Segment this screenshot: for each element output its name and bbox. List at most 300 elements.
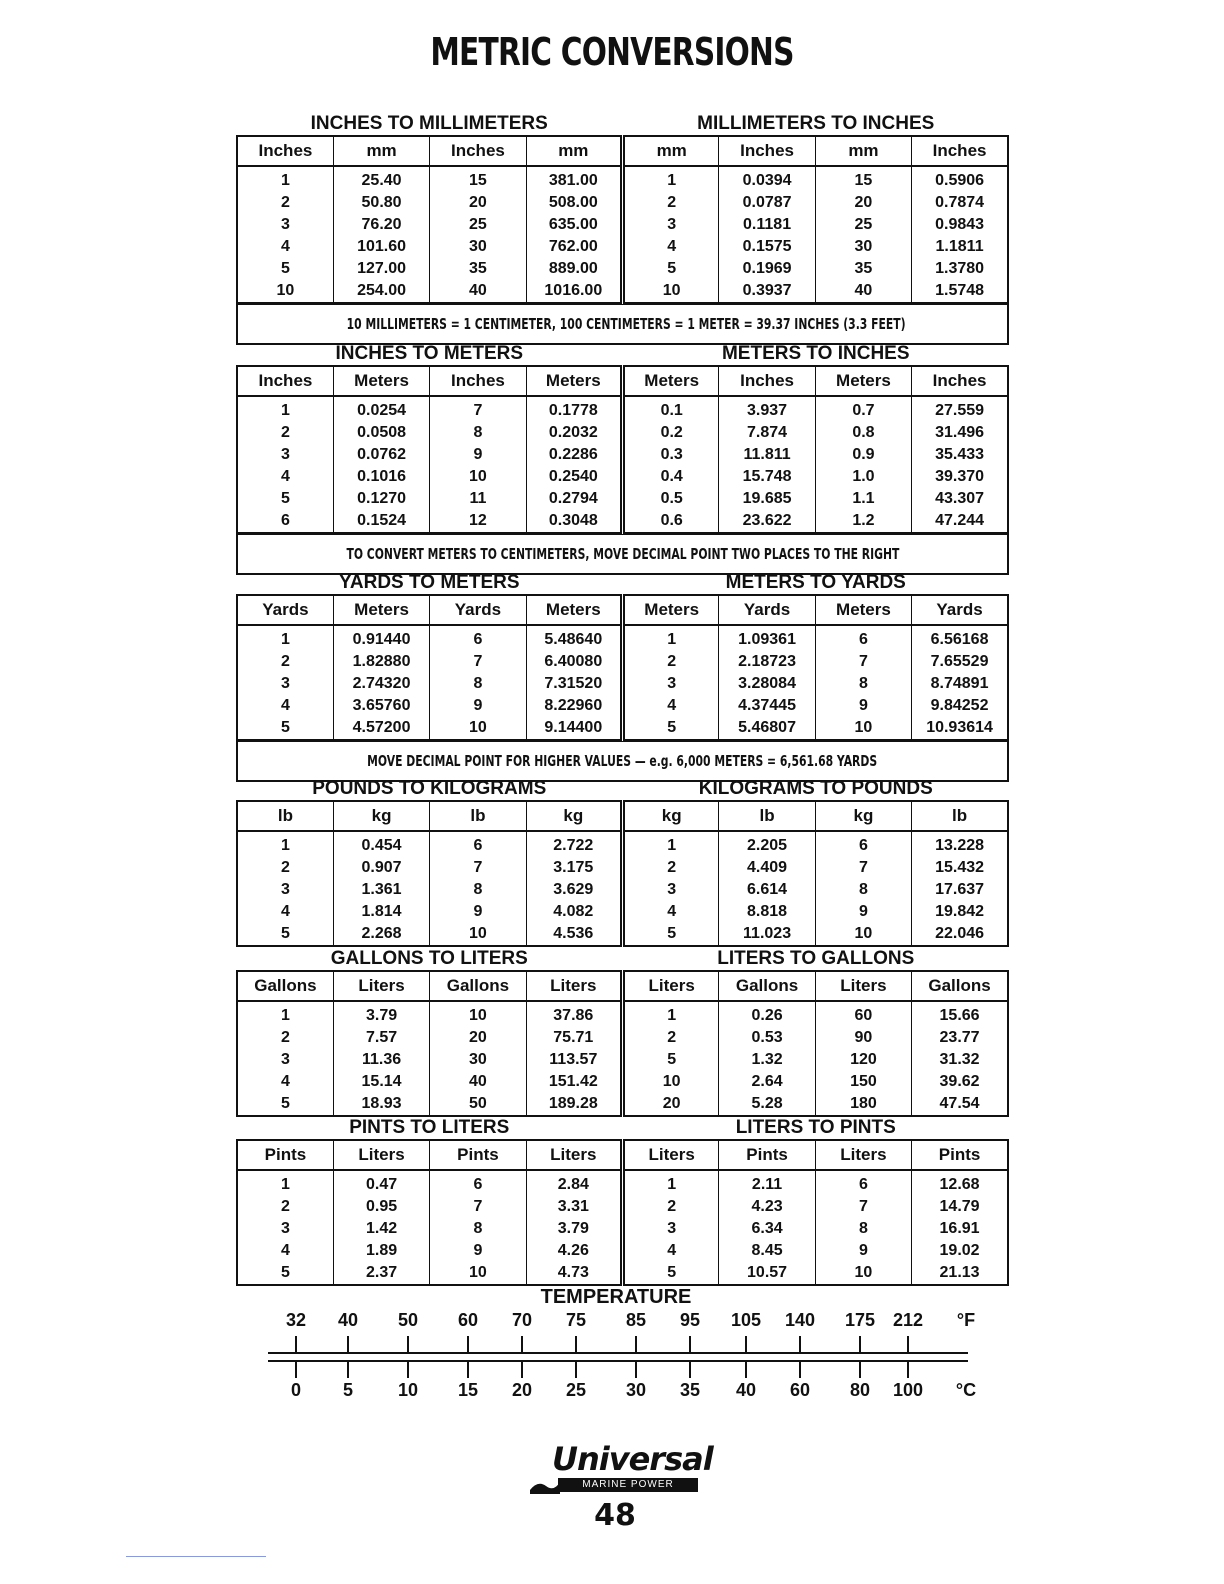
celsius-tick: [295, 1362, 297, 1378]
fahrenheit-tick: [859, 1336, 861, 1352]
table-cell: 1.5748: [912, 280, 1008, 303]
table-cell: 0.3937: [719, 280, 815, 303]
table-cell: 0.3048: [526, 510, 622, 533]
section-heading-left: INCHES TO METERS: [335, 343, 524, 364]
table-cell: 1: [280, 402, 290, 419]
table-cell: 40: [430, 1071, 526, 1093]
table-cell: 0.3: [623, 444, 719, 466]
table-cell: 2: [623, 1027, 719, 1049]
column-header: kg: [623, 801, 719, 831]
table-row: [237, 673, 1008, 695]
table-cell: 3.79: [333, 1001, 429, 1027]
table-cell: 3: [280, 446, 290, 463]
table-cell: 0.1969: [719, 258, 815, 280]
table-row: [237, 857, 1008, 879]
table-cell: 0.6: [623, 510, 719, 533]
section-pounds-kilograms: [236, 778, 1009, 947]
table-cell: 7: [430, 857, 526, 879]
table-cell: 762.00: [526, 236, 622, 258]
table-cell: 2: [280, 424, 290, 441]
table-cell: 2: [623, 857, 719, 879]
table-row: [237, 923, 1008, 946]
column-header: mm: [623, 136, 719, 166]
table-cell: 1.1811: [912, 236, 1008, 258]
table-cell: 0.91440: [333, 625, 429, 651]
column-header: Pints: [430, 1140, 526, 1170]
table-cell: 4.37445: [719, 695, 815, 717]
table-cell: 101.60: [333, 236, 429, 258]
column-header: Liters: [333, 971, 429, 1001]
column-header: Yards: [912, 595, 1008, 625]
table-cell: 5.48640: [526, 625, 622, 651]
table-cell: 3.937: [719, 396, 815, 422]
table-cell: 35: [815, 258, 911, 280]
table-cell: 6: [815, 1170, 911, 1196]
page-number: 48: [594, 1498, 636, 1533]
conversion-table: [236, 135, 1009, 304]
column-header: Inches: [719, 136, 815, 166]
celsius-unit: °C: [955, 1380, 977, 1400]
column-header: Liters: [333, 1140, 429, 1170]
table-cell: 0.1: [623, 396, 719, 422]
table-cell: 6: [430, 831, 526, 857]
column-header: kg: [815, 801, 911, 831]
table-cell: 14.79: [912, 1196, 1008, 1218]
table-cell: 15.432: [912, 857, 1008, 879]
table-cell: 4.23: [719, 1196, 815, 1218]
table-cell: 4.536: [526, 923, 622, 946]
table-cell: 10: [430, 1262, 526, 1285]
table-cell: 1.0: [815, 466, 911, 488]
temperature-scale: [260, 1286, 977, 1406]
table-cell: 0.0508: [333, 422, 429, 444]
table-cell: 4.57200: [333, 717, 429, 740]
table-row: [237, 901, 1008, 923]
table-cell: 47.244: [912, 510, 1008, 533]
table-row: [237, 192, 1008, 214]
table-cell: 180: [815, 1093, 911, 1116]
table-cell: 20: [815, 192, 911, 214]
table-cell: 5: [623, 923, 719, 946]
table-row: [237, 717, 1008, 740]
conversion-table: [236, 970, 1009, 1117]
table-row: [237, 510, 1008, 533]
table-row: [237, 695, 1008, 717]
column-header: Liters: [623, 971, 719, 1001]
fahrenheit-tick: [745, 1336, 747, 1352]
table-cell: 11: [430, 488, 526, 510]
table-cell: 635.00: [526, 214, 622, 236]
table-cell: 5: [623, 258, 719, 280]
table-cell: 7.874: [719, 422, 815, 444]
table-cell: 35: [430, 258, 526, 280]
table-cell: 189.28: [526, 1093, 622, 1116]
table-row: [237, 1240, 1008, 1262]
table-cell: 30: [430, 236, 526, 258]
table-cell: 2: [280, 859, 290, 876]
table-cell: 6: [430, 625, 526, 651]
table-cell: 10.57: [719, 1262, 815, 1285]
table-cell: 2.722: [526, 831, 622, 857]
table-cell: 76.20: [333, 214, 429, 236]
table-cell: 15: [430, 166, 526, 192]
section-inches-millimeters: [236, 113, 1009, 345]
column-header: Liters: [526, 1140, 622, 1170]
column-header: mm: [333, 136, 429, 166]
table-cell: 381.00: [526, 166, 622, 192]
column-header: kg: [526, 801, 622, 831]
column-header: Pints: [237, 1140, 333, 1170]
table-cell: 4: [280, 903, 290, 920]
table-cell: 60: [815, 1001, 911, 1027]
table-row: [237, 488, 1008, 510]
column-header: Pints: [719, 1140, 815, 1170]
table-cell: 7: [430, 651, 526, 673]
celsius-tick: [407, 1362, 409, 1378]
table-cell: 7: [430, 396, 526, 422]
table-cell: 8: [430, 673, 526, 695]
fahrenheit-label: 95: [679, 1310, 701, 1330]
table-row: [237, 879, 1008, 901]
celsius-label: 40: [735, 1380, 757, 1400]
fahrenheit-tick: [467, 1336, 469, 1352]
column-header: Pints: [912, 1140, 1008, 1170]
table-cell: 3: [623, 879, 719, 901]
table-cell: 0.53: [719, 1027, 815, 1049]
section-headings: [236, 1117, 1009, 1139]
table-cell: 1: [280, 1007, 290, 1024]
column-header: Yards: [237, 595, 333, 625]
table-cell: 3: [280, 1220, 290, 1237]
table-cell: 4.73: [526, 1262, 622, 1285]
table-cell: 9: [430, 444, 526, 466]
table-cell: 40: [430, 280, 526, 303]
section-note-text: MOVE DECIMAL POINT FOR HIGHER VALUES — e.g. 6,000 METERS = 6,561.68 YARDS: [367, 752, 878, 770]
table-cell: 9: [430, 695, 526, 717]
table-row: [237, 831, 1008, 857]
table-cell: 0.454: [333, 831, 429, 857]
table-row: [237, 214, 1008, 236]
table-cell: 2.205: [719, 831, 815, 857]
column-header: Meters: [623, 366, 719, 396]
table-cell: 0.47: [333, 1170, 429, 1196]
section-headings: [236, 948, 1009, 970]
table-cell: 3: [280, 881, 290, 898]
fahrenheit-label: 60: [457, 1310, 479, 1330]
table-cell: 9: [815, 1240, 911, 1262]
column-header: Liters: [526, 971, 622, 1001]
table-cell: 10: [430, 1001, 526, 1027]
conversion-table: [236, 365, 1009, 534]
table-cell: 50: [430, 1093, 526, 1116]
table-cell: 9: [430, 1240, 526, 1262]
table-cell: 0.907: [333, 857, 429, 879]
table-cell: 0.9: [815, 444, 911, 466]
column-header: Liters: [815, 1140, 911, 1170]
table-cell: 50.80: [333, 192, 429, 214]
table-row: [237, 1071, 1008, 1093]
table-cell: 0.2: [623, 422, 719, 444]
table-cell: 0.7: [815, 396, 911, 422]
table-cell: 20: [430, 1027, 526, 1049]
table-cell: 5: [280, 1095, 290, 1112]
table-cell: 4: [280, 1242, 290, 1259]
celsius-label: 80: [849, 1380, 871, 1400]
section-heading-left: YARDS TO METERS: [338, 572, 520, 593]
table-cell: 19.842: [912, 901, 1008, 923]
celsius-label: 10: [397, 1380, 419, 1400]
table-cell: 10: [430, 466, 526, 488]
table-cell: 2.18723: [719, 651, 815, 673]
column-header: Liters: [815, 971, 911, 1001]
section-heading-left: PINTS TO LITERS: [349, 1117, 510, 1138]
table-cell: 5: [623, 1262, 719, 1285]
table-cell: 7.65529: [912, 651, 1008, 673]
section-note-text: TO CONVERT METERS TO CENTIMETERS, MOVE DECIMAL POINT TWO PLACES TO THE RIGHT: [346, 545, 899, 563]
logo-tagline: MARINE POWER: [558, 1478, 698, 1492]
table-cell: 3: [280, 1051, 290, 1068]
table-cell: 10.93614: [912, 717, 1008, 740]
table-cell: 6.614: [719, 879, 815, 901]
table-cell: 25: [430, 214, 526, 236]
table-cell: 120: [815, 1049, 911, 1071]
table-cell: 11.811: [719, 444, 815, 466]
column-header: Gallons: [719, 971, 815, 1001]
table-cell: 10: [623, 280, 719, 303]
table-cell: 1.361: [333, 879, 429, 901]
table-cell: 5: [280, 260, 290, 277]
table-header-row: [237, 1140, 1008, 1170]
section-heading-right: METERS TO YARDS: [725, 572, 906, 593]
fahrenheit-tick: [295, 1336, 297, 1352]
celsius-label: 30: [625, 1380, 647, 1400]
table-cell: 7: [815, 857, 911, 879]
table-cell: 0.0254: [333, 396, 429, 422]
celsius-label: 15: [457, 1380, 479, 1400]
column-header: Inches: [237, 366, 333, 396]
table-cell: 19.685: [719, 488, 815, 510]
table-cell: 1.42: [333, 1218, 429, 1240]
table-cell: 35.433: [912, 444, 1008, 466]
table-cell: 3.28084: [719, 673, 815, 695]
table-cell: 0.1270: [333, 488, 429, 510]
table-row: [237, 1218, 1008, 1240]
table-cell: 0.0762: [333, 444, 429, 466]
table-cell: 5.28: [719, 1093, 815, 1116]
column-header: Meters: [815, 595, 911, 625]
table-cell: 7: [430, 1196, 526, 1218]
table-row: [237, 651, 1008, 673]
table-header-row: [237, 595, 1008, 625]
table-cell: 8.818: [719, 901, 815, 923]
fahrenheit-tick: [521, 1336, 523, 1352]
celsius-tick: [689, 1362, 691, 1378]
table-cell: 9: [815, 901, 911, 923]
table-cell: 10: [815, 717, 911, 740]
section-note: [236, 741, 1009, 782]
table-row: [237, 1170, 1008, 1196]
table-cell: 1: [623, 625, 719, 651]
fahrenheit-tick: [347, 1336, 349, 1352]
table-cell: 1: [623, 1001, 719, 1027]
column-header: Liters: [623, 1140, 719, 1170]
table-cell: 11.36: [333, 1049, 429, 1071]
fahrenheit-label: 175: [844, 1310, 876, 1330]
table-cell: 19.02: [912, 1240, 1008, 1262]
table-row: [237, 280, 1008, 303]
column-header: Meters: [333, 595, 429, 625]
table-cell: 3: [280, 675, 290, 692]
column-header: Yards: [719, 595, 815, 625]
table-cell: 13.228: [912, 831, 1008, 857]
table-cell: 0.1181: [719, 214, 815, 236]
table-cell: 3.65760: [333, 695, 429, 717]
section-headings: [236, 113, 1009, 135]
table-cell: 3: [623, 673, 719, 695]
table-cell: 0.1524: [333, 510, 429, 533]
table-cell: 1.82880: [333, 651, 429, 673]
table-cell: 12: [430, 510, 526, 533]
table-row: [237, 1093, 1008, 1116]
table-cell: 30: [430, 1049, 526, 1071]
table-cell: 2: [623, 192, 719, 214]
table-cell: 8: [430, 879, 526, 901]
section-note: [236, 304, 1009, 345]
fahrenheit-label: 50: [397, 1310, 419, 1330]
table-row: [237, 1262, 1008, 1285]
section-headings: [236, 572, 1009, 594]
section-note: [236, 534, 1009, 575]
table-cell: 0.0787: [719, 192, 815, 214]
column-header: Meters: [526, 595, 622, 625]
table-cell: 4: [280, 1073, 290, 1090]
table-cell: 39.370: [912, 466, 1008, 488]
table-cell: 1.814: [333, 901, 429, 923]
table-cell: 10: [815, 923, 911, 946]
table-cell: 2.37: [333, 1262, 429, 1285]
table-cell: 4: [280, 697, 290, 714]
table-row: [237, 166, 1008, 192]
table-cell: 31.496: [912, 422, 1008, 444]
section-gallons-liters: [236, 948, 1009, 1117]
celsius-tick: [521, 1362, 523, 1378]
table-cell: 8.45: [719, 1240, 815, 1262]
table-cell: 7: [815, 651, 911, 673]
table-cell: 2.268: [333, 923, 429, 946]
table-cell: 6: [815, 625, 911, 651]
section-heading-left: GALLONS TO LITERS: [330, 948, 528, 969]
table-cell: 7.57: [333, 1027, 429, 1049]
celsius-label: 25: [565, 1380, 587, 1400]
table-cell: 0.26: [719, 1001, 815, 1027]
table-cell: 2: [280, 1029, 290, 1046]
fahrenheit-tick: [635, 1336, 637, 1352]
fahrenheit-label: 212: [892, 1310, 924, 1330]
fahrenheit-tick: [575, 1336, 577, 1352]
footer-rule: [126, 1556, 266, 1557]
column-header: Meters: [623, 595, 719, 625]
conversion-table: [236, 1139, 1009, 1286]
table-header-row: [237, 366, 1008, 396]
fahrenheit-label: 40: [337, 1310, 359, 1330]
table-cell: 6.34: [719, 1218, 815, 1240]
table-cell: 2.64: [719, 1071, 815, 1093]
table-cell: 7: [815, 1196, 911, 1218]
table-cell: 3: [623, 1218, 719, 1240]
column-header: Gallons: [912, 971, 1008, 1001]
table-cell: 1.3780: [912, 258, 1008, 280]
table-cell: 4: [623, 901, 719, 923]
table-cell: 15: [815, 166, 911, 192]
table-cell: 3.175: [526, 857, 622, 879]
temperature-line: [268, 1360, 968, 1362]
table-cell: 30: [815, 236, 911, 258]
table-cell: 5: [280, 1264, 290, 1281]
table-cell: 3.31: [526, 1196, 622, 1218]
table-cell: 21.13: [912, 1262, 1008, 1285]
table-cell: 1: [623, 1170, 719, 1196]
column-header: lb: [237, 801, 333, 831]
table-header-row: [237, 801, 1008, 831]
table-cell: 11.023: [719, 923, 815, 946]
table-row: [237, 1196, 1008, 1218]
table-cell: 2: [280, 653, 290, 670]
table-cell: 113.57: [526, 1049, 622, 1071]
table-cell: 4.082: [526, 901, 622, 923]
table-cell: 8: [430, 1218, 526, 1240]
table-cell: 6: [280, 512, 290, 529]
column-header: Meters: [333, 366, 429, 396]
table-cell: 5: [280, 719, 290, 736]
table-cell: 1: [623, 166, 719, 192]
fahrenheit-tick: [907, 1336, 909, 1352]
fahrenheit-label: 70: [511, 1310, 533, 1330]
table-cell: 12.68: [912, 1170, 1008, 1196]
table-cell: 5: [280, 490, 290, 507]
table-cell: 5: [623, 717, 719, 740]
table-cell: 6: [430, 1170, 526, 1196]
brand-logo: [530, 1440, 713, 1535]
temperature-line: [268, 1352, 968, 1354]
table-cell: 7.31520: [526, 673, 622, 695]
celsius-tick: [467, 1362, 469, 1378]
table-cell: 8.22960: [526, 695, 622, 717]
temperature-title: TEMPERATURE: [540, 1286, 692, 1308]
fahrenheit-tick: [689, 1336, 691, 1352]
celsius-tick: [799, 1362, 801, 1378]
table-cell: 4.26: [526, 1240, 622, 1262]
section-pints-liters: [236, 1117, 1009, 1286]
table-cell: 40: [815, 280, 911, 303]
column-header: mm: [815, 136, 911, 166]
table-cell: 0.2794: [526, 488, 622, 510]
table-cell: 9: [815, 695, 911, 717]
fahrenheit-label: 85: [625, 1310, 647, 1330]
celsius-tick: [745, 1362, 747, 1378]
celsius-tick: [347, 1362, 349, 1378]
fahrenheit-label: 32: [285, 1310, 307, 1330]
table-cell: 6: [815, 831, 911, 857]
table-cell: 1: [623, 831, 719, 857]
column-header: Meters: [526, 366, 622, 396]
section-headings: [236, 778, 1009, 800]
table-cell: 2: [623, 651, 719, 673]
table-cell: 25: [815, 214, 911, 236]
table-header-row: [237, 971, 1008, 1001]
table-cell: 18.93: [333, 1093, 429, 1116]
column-header: Inches: [912, 136, 1008, 166]
table-cell: 10: [815, 1262, 911, 1285]
